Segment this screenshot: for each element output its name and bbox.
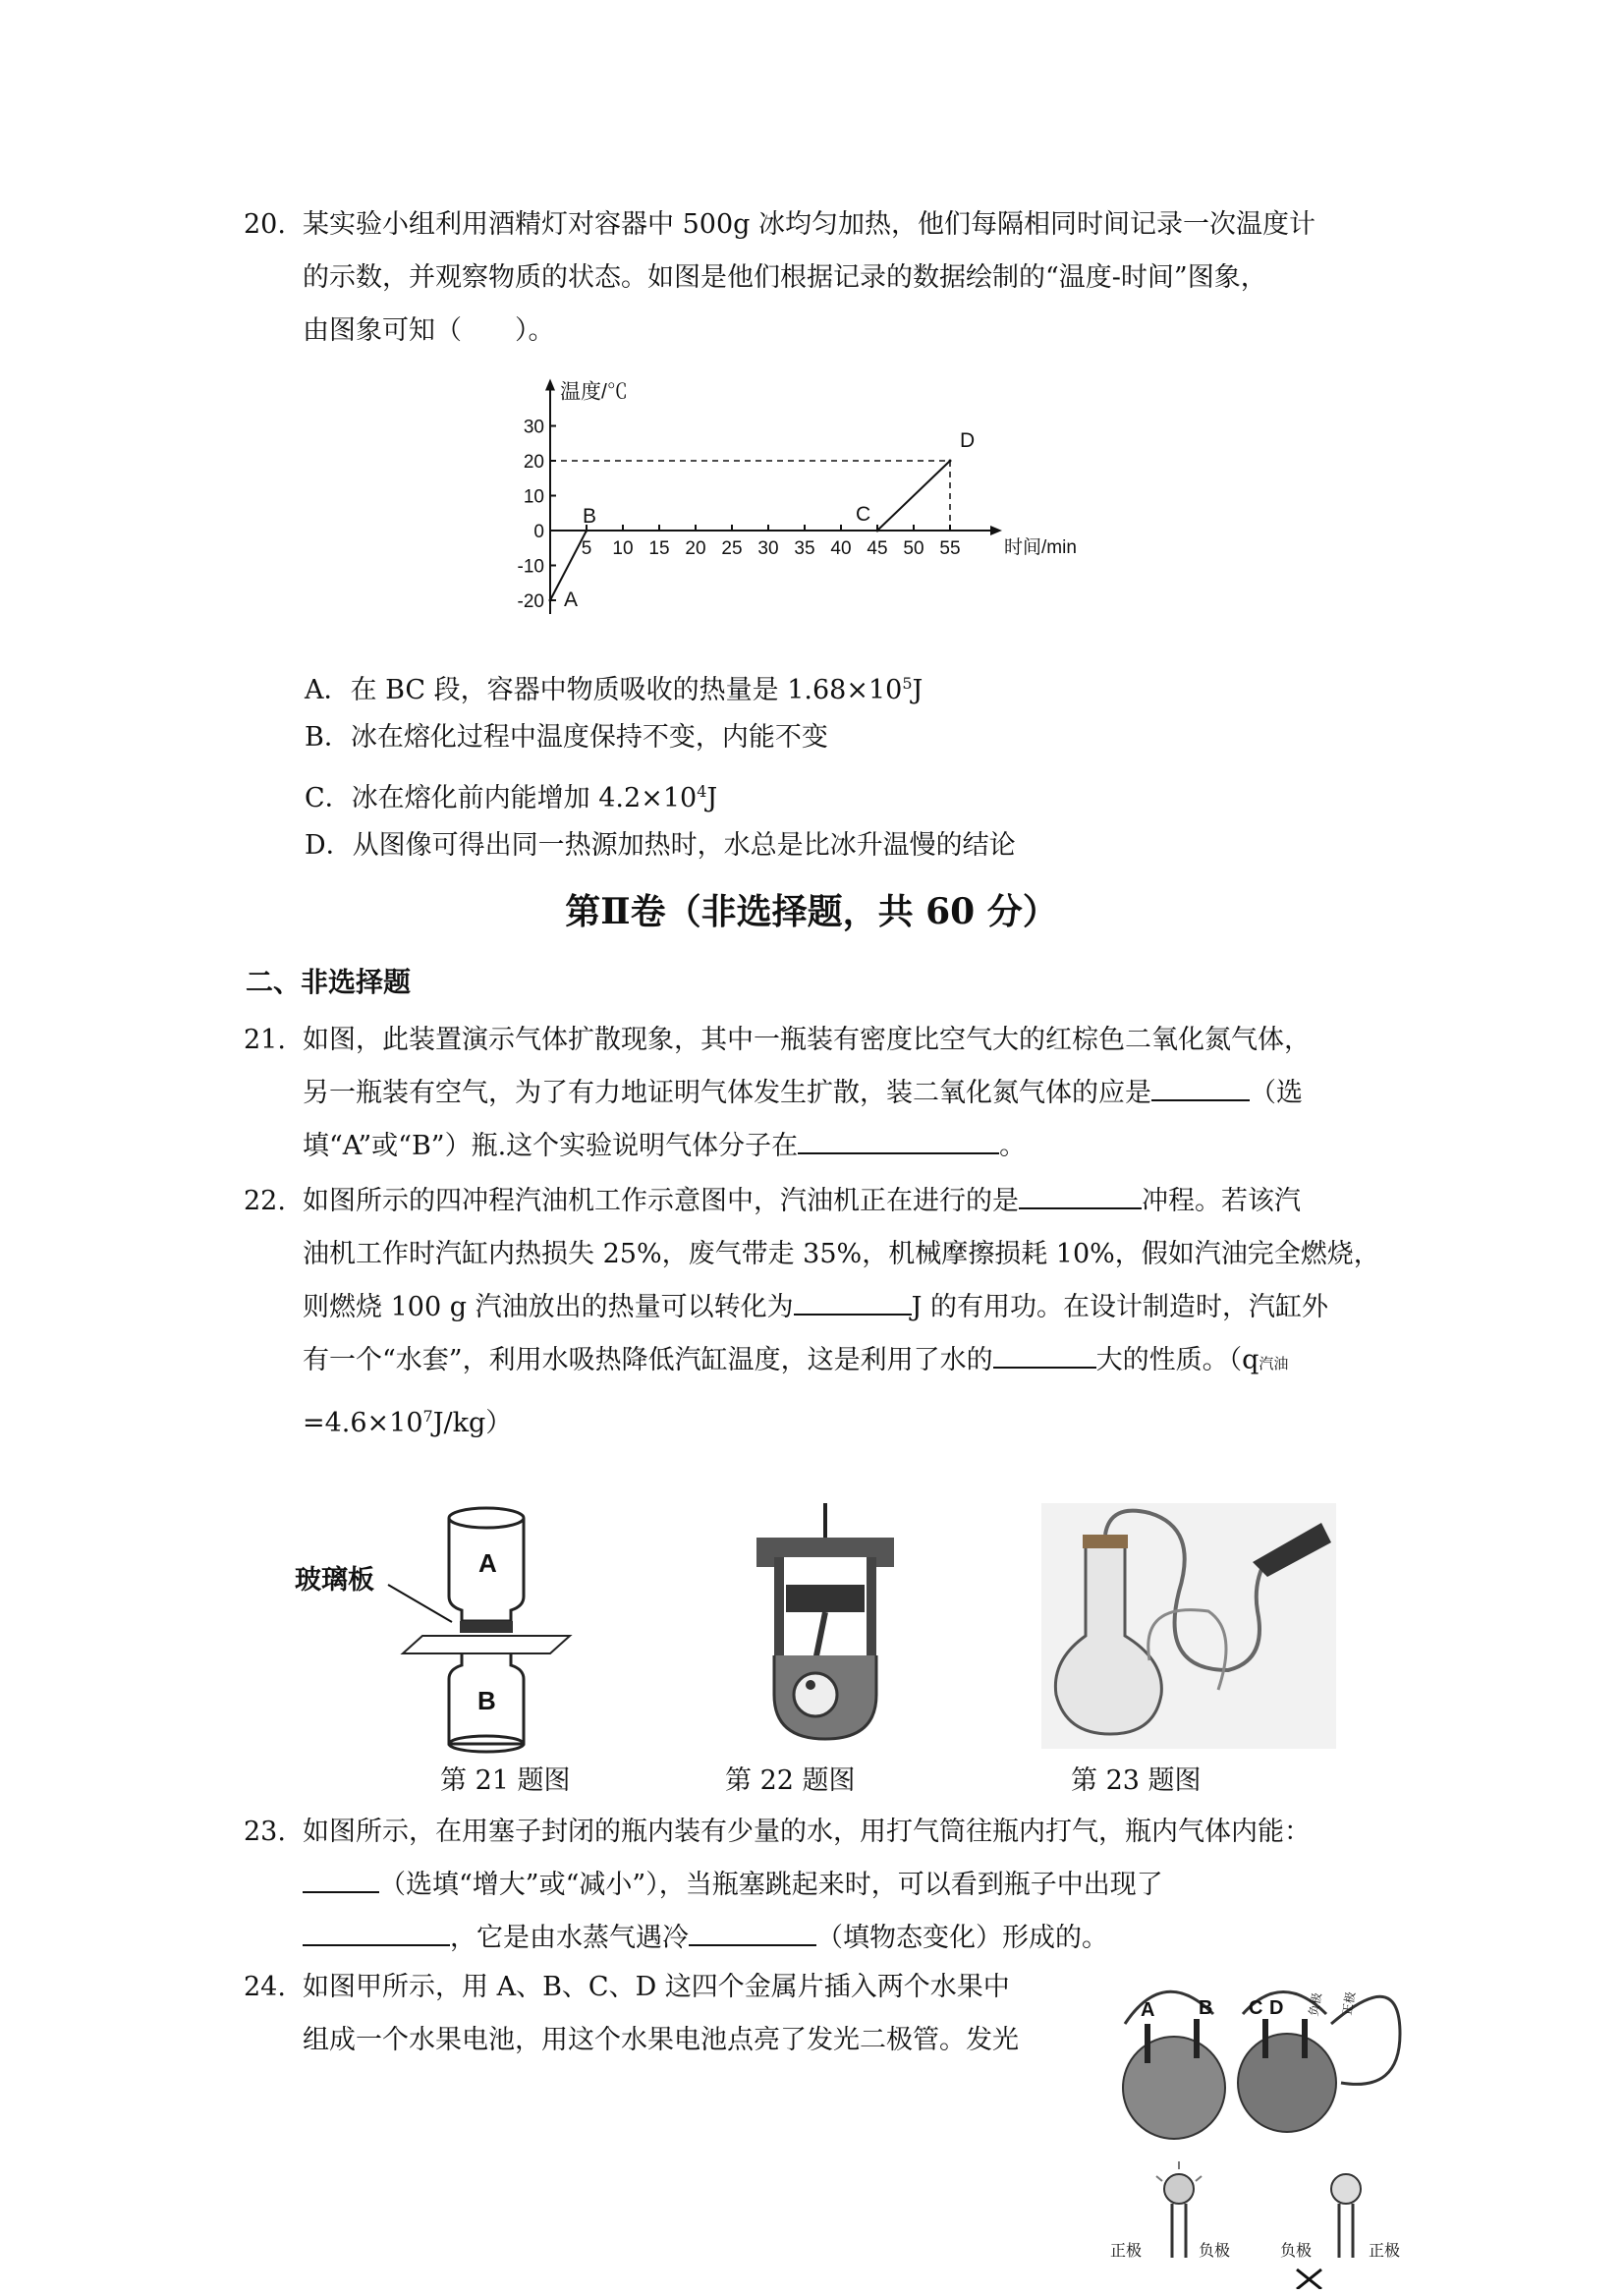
metal-strip-d	[1302, 2019, 1308, 2058]
jar-b-label: B	[477, 1686, 496, 1715]
fruit-left	[1123, 2037, 1225, 2139]
option-unit: J	[706, 783, 718, 813]
x-tick-label: 20	[685, 538, 706, 559]
pointer-line	[388, 1585, 452, 1622]
text-segment: 冲程。若该汽	[1142, 1186, 1301, 1216]
y-axis-arrow	[545, 379, 555, 391]
subscript: 汽油	[1259, 1355, 1289, 1372]
text-segment: 大的性质。（q	[1095, 1345, 1259, 1375]
metal-strip-b	[1194, 2019, 1200, 2058]
point-label: A	[564, 588, 579, 611]
option-text: 冰在熔化过程中温度保持不变，内能不变	[350, 722, 828, 753]
x-tick-label: 35	[794, 538, 815, 559]
question-text-line	[303, 1859, 1393, 1912]
figure-23-flask-pump	[1041, 1503, 1336, 1749]
question-text-line	[303, 1390, 1393, 1450]
question-text-line: 如图甲所示，用 A、B、C、D 这四个金属片插入两个水果中	[303, 1972, 1010, 2002]
crankshaft	[794, 1673, 837, 1716]
text-segment: 有一个“水套”，利用水吸热降低汽缸温度，这是利用了水的	[303, 1345, 993, 1375]
option-label: B．	[305, 722, 351, 753]
x-tick-label: 5	[581, 538, 592, 559]
y-tick-label: 20	[523, 452, 544, 473]
x-tick-label: 45	[867, 538, 888, 559]
led2-neg-label: 负极	[1280, 2243, 1313, 2260]
led-unlit	[1331, 2174, 1361, 2204]
option-sup: 5	[902, 674, 913, 693]
answer-blank[interactable]	[303, 1862, 379, 1893]
text-segment: 如图所示的四冲程汽油机工作示意图中，汽油机正在进行的是	[303, 1186, 1019, 1216]
question-text-line: 如图，此装置演示气体扩散现象，其中一瓶装有密度比空气大的红棕色二氧化氮气体，	[303, 1025, 1311, 1055]
question-text-line	[303, 1067, 1393, 1120]
y-tick-label: 30	[523, 417, 544, 438]
flask-stopper	[1083, 1535, 1128, 1548]
label-pos: 正极	[1340, 1990, 1359, 2017]
metal-strip-a	[1145, 2024, 1150, 2063]
option-unit: J	[912, 675, 923, 705]
question-text-line: 组成一个水果电池，用这个水果电池点亮了发光二极管。发光	[303, 2025, 1019, 2055]
text-segment: 则燃烧 100 g 汽油放出的热量可以转化为	[303, 1292, 794, 1322]
glass-plate-label: 玻璃板	[295, 1565, 374, 1595]
figure-22-engine-diagram	[747, 1498, 904, 1744]
fruit-right	[1238, 2034, 1336, 2132]
question-number: 20.	[244, 209, 286, 240]
data-point	[876, 530, 879, 532]
option-label: D．	[305, 830, 353, 861]
label-d: D	[1269, 1997, 1284, 2019]
upper-jar-bottom	[449, 1508, 524, 1528]
text-segment: ，它是由水蒸气遇冷	[450, 1923, 689, 1953]
metal-strip-c	[1262, 2019, 1268, 2058]
cross-mark	[1297, 2269, 1321, 2289]
question-number: 21.	[244, 1025, 286, 1055]
led2-pos-label: 正极	[1369, 2243, 1401, 2260]
option-a	[305, 664, 923, 710]
question-text-line	[303, 1175, 1393, 1228]
question-number: 23.	[244, 1817, 286, 1847]
point-label: B	[583, 505, 597, 528]
text-segment: J/kg）	[432, 1408, 513, 1438]
text-segment: 另一瓶装有空气，为了有力地证明气体发生扩散，装二氧化氮气体的应是	[303, 1078, 1151, 1108]
question-number: 22.	[244, 1186, 286, 1216]
question-22	[244, 1175, 1393, 1450]
text-segment: （填物态变化）形成的。	[816, 1923, 1108, 1953]
x-tick-label: 55	[939, 538, 961, 559]
question-text-line	[303, 1120, 1393, 1173]
text-segment: =4.6×10	[303, 1408, 423, 1438]
text-segment: （选填“增大”或“减小”），当瓶塞跳起来时，可以看到瓶子中出现了	[379, 1870, 1163, 1900]
option-d	[305, 826, 1016, 866]
led-lit-legs	[1172, 2204, 1186, 2258]
figure-24-fruit-battery	[1105, 1975, 1425, 2289]
section-heading: 二、非选择题	[246, 966, 412, 998]
plate-band	[460, 1621, 513, 1633]
answer-blank[interactable]	[993, 1337, 1096, 1369]
x-tick-label: 40	[830, 538, 852, 559]
question-text-line: 如图所示，在用塞子封闭的瓶内装有少量的水，用打气筒往瓶内打气，瓶内气体内能：	[303, 1817, 1311, 1847]
text-segment: J 的有用功。在设计制造时，汽缸外	[911, 1292, 1328, 1322]
text-segment: （选	[1250, 1078, 1303, 1108]
option-sup: 4	[697, 782, 707, 801]
answer-blank[interactable]	[303, 1915, 450, 1946]
question-20	[244, 198, 1393, 358]
answer-blank[interactable]	[794, 1284, 912, 1316]
option-text: 从图像可得出同一热源加热时，水总是比冰升温慢的结论	[352, 830, 1016, 861]
x-tick-label: 15	[648, 538, 670, 559]
y-axis-label: 温度/℃	[560, 380, 628, 404]
label-neg: 负极	[1306, 1991, 1324, 2018]
x-tick-label: 25	[721, 538, 743, 559]
label-c: C	[1249, 1997, 1263, 2019]
piston	[786, 1585, 865, 1612]
led-unlit-legs	[1339, 2204, 1353, 2258]
answer-blank[interactable]	[1019, 1178, 1142, 1209]
caption-22: 第 22 题图	[725, 1765, 856, 1796]
question-24	[244, 1961, 1108, 2067]
question-text-line	[303, 1281, 1393, 1334]
option-c	[305, 772, 717, 818]
jar-a-label: A	[478, 1548, 497, 1578]
led1-neg-label: 负极	[1199, 2243, 1231, 2260]
glass-plate	[403, 1636, 570, 1653]
caption-23: 第 23 题图	[1071, 1765, 1202, 1796]
question-21	[244, 1014, 1393, 1173]
option-b	[305, 718, 828, 757]
answer-blank[interactable]	[798, 1123, 999, 1154]
data-point	[549, 599, 552, 602]
cylinder-wall-left	[774, 1557, 784, 1655]
text-segment: 。	[999, 1131, 1027, 1161]
text-segment: 填“A”或“B”）瓶.这个实验说明气体分子在	[303, 1131, 799, 1161]
x-tick-label: 10	[612, 538, 634, 559]
answer-blank[interactable]	[1151, 1070, 1250, 1101]
data-point	[586, 530, 588, 532]
option-text: 在 BC 段，容器中物质吸收的热量是 1.68×10	[350, 675, 903, 705]
answer-blank[interactable]	[689, 1915, 816, 1946]
label-a: A	[1141, 1999, 1155, 2021]
option-label: A．	[305, 675, 351, 705]
point-label: D	[960, 429, 976, 452]
question-number: 24.	[244, 1972, 286, 2002]
x-axis-label: 时间/min	[1004, 537, 1077, 558]
question-text-line	[303, 1334, 1393, 1390]
x-axis-arrow	[990, 526, 1002, 535]
y-tick-label: 10	[523, 486, 544, 508]
question-text-line: 油机工作时汽缸内热损失 25%，废气带走 35%，机械摩擦损耗 10%，假如汽油完全燃烧，	[303, 1239, 1380, 1269]
question-text-line	[303, 1912, 1393, 1965]
question-text-line: 的示数，并观察物质的状态。如图是他们根据记录的数据绘制的“温度-时间”图象，	[303, 262, 1267, 293]
figure-21-diffusion-jars	[285, 1498, 599, 1754]
temperature-time-chart	[511, 364, 1120, 639]
caption-21: 第 21 题图	[440, 1765, 571, 1796]
led1-pos-label: 正极	[1110, 2243, 1143, 2260]
data-point	[949, 460, 952, 463]
y-tick-label: -10	[517, 556, 544, 578]
x-tick-label: 50	[903, 538, 924, 559]
point-label: C	[856, 503, 871, 526]
question-23	[244, 1806, 1393, 1965]
option-label: C．	[305, 783, 352, 813]
y-tick-label: 0	[533, 522, 544, 542]
question-text-line: 某实验小组利用酒精灯对容器中 500g 冰均匀加热，他们每隔相同时间记录一次温度计	[303, 209, 1315, 240]
question-text-line: 由图象可知（ ）。	[303, 315, 555, 346]
section-title: 第Ⅱ卷（非选择题，共 60 分）	[565, 891, 1058, 932]
cylinder-wall-right	[867, 1557, 876, 1655]
label-b: B	[1199, 1997, 1213, 2019]
x-tick-label: 30	[757, 538, 779, 559]
led-lit	[1164, 2174, 1194, 2204]
option-text: 冰在熔化前内能增加 4.2×10	[351, 783, 698, 813]
crank-pin	[806, 1680, 815, 1690]
y-tick-label: -20	[517, 591, 544, 612]
superscript: 7	[422, 1407, 433, 1426]
